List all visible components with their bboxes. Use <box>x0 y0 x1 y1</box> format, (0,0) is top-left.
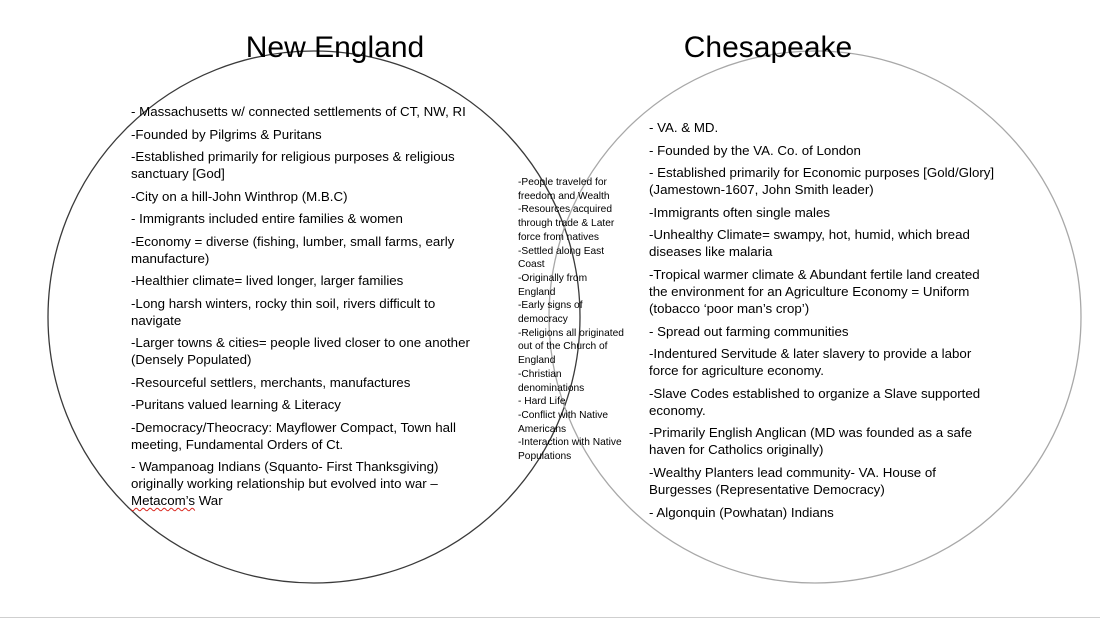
list-item: -Resourceful settlers, merchants, manufactures <box>131 374 411 390</box>
list-item: -City on a hill-John Winthrop (M.B.C) <box>131 188 348 204</box>
list-item: - Algonquin (Powhatan) Indians <box>649 504 834 520</box>
list-item: -Healthier climate= lived longer, larger families <box>131 273 404 288</box>
list-item: -Slave Codes established to organize a Slave supported economy. <box>649 385 981 418</box>
list-item: -Wealthy Planters lead community- VA. House of Burgesses (Representative Democracy) <box>649 464 936 497</box>
list-item: -Economy = diverse (fishing, lumber, small farms, early manufacture) <box>131 233 455 266</box>
list-item: -Long harsh winters, rocky thin soil, rivers difficult to navigate <box>131 295 436 328</box>
misspelled-word: Metacom’s <box>131 493 196 508</box>
wampanoag-text: - Wampanoag Indians (Squanto- First Thanksgiving) originally working relationship but evolved into war – <box>131 459 439 491</box>
list-item: -Primarily English Anglican (MD was founded as a safe haven for Catholics originally) <box>649 425 972 458</box>
new-england-title: New England <box>245 31 425 64</box>
list-item: - Hard Life <box>518 396 566 408</box>
list-item: -Unhealthy Climate= swampy, hot, humid, which bread diseases like malaria <box>649 227 970 260</box>
chesapeake-title: Chesapeake <box>683 31 853 64</box>
shared-traits-list <box>518 176 624 464</box>
list-item: -Immigrants often single males <box>649 204 831 220</box>
list-item: -Early signs of democracy <box>518 300 583 326</box>
list-item: -Larger towns & cities= people lived closer to one another (Densely Populated) <box>131 335 470 367</box>
new-england-list <box>131 103 481 515</box>
list-item: -Established primarily for religious purposes & religious sanctuary [God] <box>131 149 455 181</box>
chesapeake-list <box>649 119 1001 526</box>
list-item: -Originally from England <box>518 272 588 298</box>
list-item: -Conflict with Native Americans <box>518 409 609 435</box>
list-item: - VA. & MD. <box>649 120 719 135</box>
list-item: -Interaction with Native Populations <box>518 437 622 463</box>
list-item: -Founded by Pilgrims & Puritans <box>131 126 322 142</box>
list-item: -Puritans valued learning & Literacy <box>131 397 341 412</box>
list-item: -Tropical warmer climate & Abundant fertile land created the environment for an Agriculture Economy = Uniform (tobacco ‘poor man’s crop’) <box>649 266 980 316</box>
list-item: - Established primarily for Economic purposes [Gold/Glory] (Jamestown-1607, John Smith leader) <box>649 165 995 198</box>
list-item: -Settled along East Coast <box>518 245 605 271</box>
list-item: -Indentured Servitude & later slavery to provide a labor force for agriculture economy. <box>649 346 972 379</box>
list-item: -Christian denominations <box>518 368 585 394</box>
list-item: -Religions all originated out of the Church of England <box>518 327 624 367</box>
list-item: -Resources acquired through trade & Later force from natives <box>518 204 615 243</box>
list-item: - Spread out farming communities <box>649 323 849 339</box>
list-item <box>131 458 481 509</box>
list-item: -People traveled for freedom and Wealth <box>518 177 610 202</box>
list-item: - Founded by the VA. Co. of London <box>649 142 861 158</box>
list-item: - Massachusetts w/ connected settlements of CT, NW, RI <box>131 104 466 119</box>
wampanoag-text-tail: War <box>195 493 223 508</box>
list-item: -Democracy/Theocracy: Mayflower Compact, Town hall meeting, Fundamental Orders of Ct. <box>131 419 456 452</box>
list-item: - Immigrants included entire families & women <box>131 211 403 226</box>
